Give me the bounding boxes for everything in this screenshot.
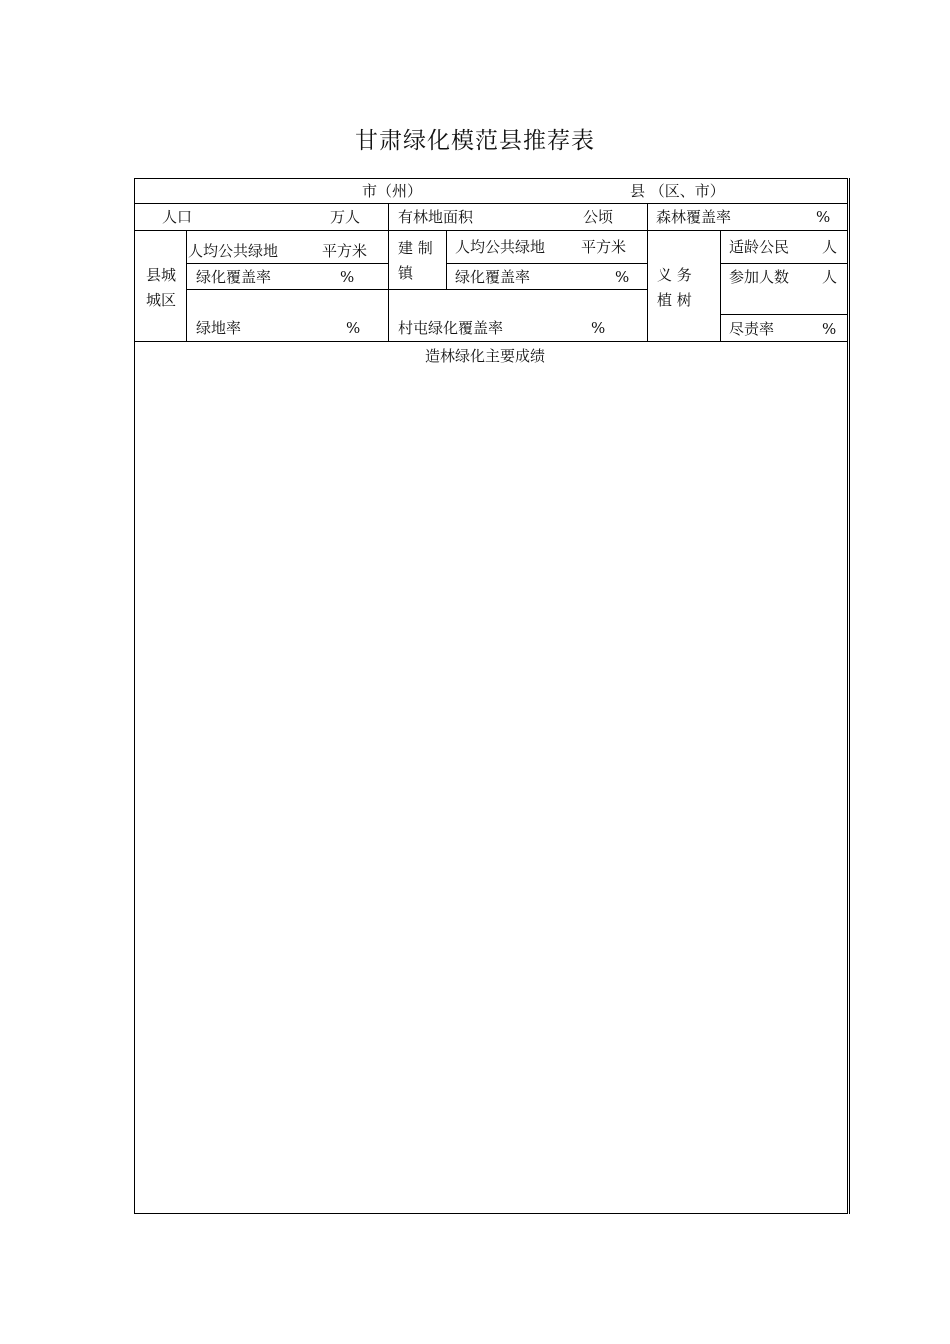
table-right-edge: [849, 178, 850, 1214]
forest-area-label: 有林地面积: [398, 208, 474, 226]
col-divider: [186, 230, 187, 341]
planting-label-2: 植 树: [657, 291, 692, 309]
county-per-capita-label: 人均公共绿地: [188, 242, 279, 260]
village-cover-label: 村屯绿化覆盖率: [398, 319, 504, 337]
eligible-unit: 人: [822, 238, 838, 256]
planting-label: 义 务: [657, 266, 692, 284]
row-divider: [446, 263, 647, 264]
city-label: 市（州）: [362, 182, 423, 200]
county-green-cover-label: 绿化覆盖率: [196, 268, 272, 286]
county-green-cover-unit: %: [340, 268, 355, 286]
fulfill-rate-label: 尽责率: [729, 320, 775, 338]
county-town-label: 县城: [146, 266, 177, 284]
village-cover-unit: %: [591, 319, 606, 337]
town-green-cover-label: 绿化覆盖率: [455, 268, 531, 286]
town-per-capita-unit: 平方米: [581, 238, 627, 256]
forest-cover-unit: %: [816, 208, 831, 226]
county-per-capita-unit: 平方米: [322, 242, 368, 260]
eligible-label: 适龄公民: [729, 238, 790, 256]
town-label-2: 镇: [398, 264, 414, 282]
row-divider: [134, 230, 848, 231]
row-divider: [186, 263, 388, 264]
row-divider: [134, 341, 848, 342]
town-per-capita-label: 人均公共绿地: [455, 238, 546, 256]
town-label: 建 制: [398, 239, 433, 257]
page-title: 甘肃绿化模范县推荐表: [355, 128, 595, 154]
row-divider: [186, 289, 647, 290]
county-label: 县 （区、市）: [630, 182, 725, 200]
forest-area-unit: 公顷: [583, 208, 614, 226]
row-divider: [134, 203, 848, 204]
county-green-land-label: 绿地率: [196, 319, 242, 337]
col-divider: [720, 230, 721, 341]
population-unit: 万人: [330, 208, 361, 226]
forest-cover-label: 森林覆盖率: [656, 208, 732, 226]
col-divider: [446, 230, 447, 289]
town-green-cover-unit: %: [615, 268, 630, 286]
participants-label: 参加人数: [729, 268, 790, 286]
row-divider: [720, 263, 848, 264]
row-divider: [720, 314, 848, 315]
population-label: 人口: [162, 208, 193, 226]
county-town-label-2: 城区: [146, 291, 177, 309]
col-divider: [647, 203, 648, 341]
county-green-land-unit: %: [346, 319, 361, 337]
achievements-heading: 造林绿化主要成绩: [425, 347, 546, 365]
fulfill-rate-unit: %: [822, 320, 837, 338]
col-divider: [388, 203, 389, 341]
participants-unit: 人: [822, 268, 838, 286]
